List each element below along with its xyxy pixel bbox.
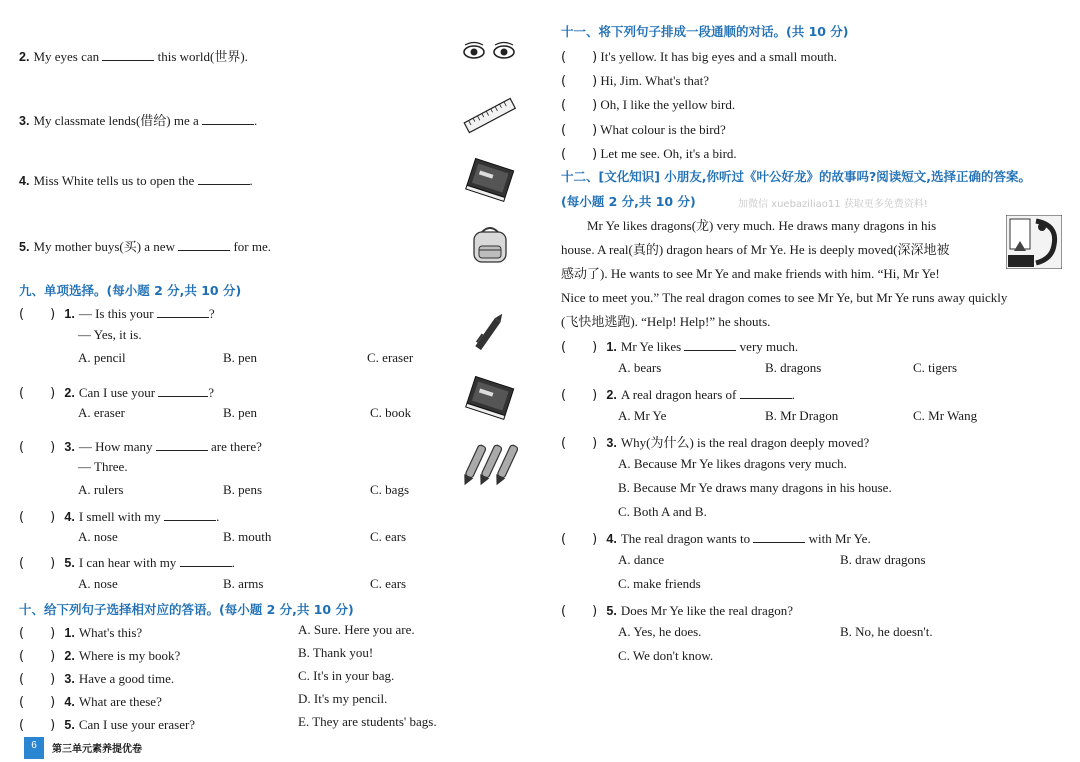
option-c[interactable]: C. make friends bbox=[618, 576, 701, 591]
fill-item-2: 2. My eyes can this world(世界). bbox=[19, 49, 248, 64]
option-b[interactable]: B. Mr Dragon bbox=[765, 408, 839, 423]
answer-option[interactable]: C. It's in your bag. bbox=[298, 668, 395, 683]
option-c[interactable]: C. We don't know. bbox=[618, 648, 714, 663]
option-c[interactable]: C. ears bbox=[370, 576, 407, 591]
option-c[interactable]: C. ears bbox=[370, 529, 407, 544]
option-b[interactable]: B. mouth bbox=[223, 529, 272, 544]
answer-blank[interactable] bbox=[740, 387, 792, 399]
sec10-item-1: ( ) 1. What's this? bbox=[19, 625, 143, 641]
sec12-q3: ( ) 3. Why(为什么) is the real dragon deeply moved? bbox=[561, 435, 870, 451]
footer-title: 第三单元素养提优卷 bbox=[52, 744, 142, 755]
sec9-q3: ( ) 3. — How many are there? bbox=[19, 439, 262, 455]
answer-blank[interactable] bbox=[180, 555, 232, 567]
option-a[interactable]: A. eraser bbox=[78, 405, 125, 420]
option-b[interactable]: B. pen bbox=[223, 350, 257, 365]
pens-icon bbox=[462, 440, 518, 490]
sec12-q2: ( ) 2. A real dragon hears of . bbox=[561, 387, 795, 403]
sec9-q4: ( ) 4. I smell with my . bbox=[19, 509, 220, 525]
sec10-item-5: ( ) 5. Can I use your eraser? bbox=[19, 717, 196, 733]
option-c[interactable]: C. eraser bbox=[367, 350, 414, 365]
option-b[interactable]: B. Because Mr Ye draws many dragons in his house. bbox=[618, 480, 892, 495]
fill-item-4: 4. Miss White tells us to open the . bbox=[19, 173, 253, 188]
answer-blank[interactable] bbox=[198, 173, 250, 185]
watermark: 加微信 xuebaziliao11 获取更多免费资料! bbox=[738, 199, 928, 210]
option-a[interactable]: A. nose bbox=[78, 576, 118, 591]
dialogue-line: ( ) What colour is the bird? bbox=[561, 122, 726, 138]
answer-blank[interactable] bbox=[156, 439, 208, 451]
option-b[interactable]: B. No, he doesn't. bbox=[840, 624, 933, 639]
option-c[interactable]: C. tigers bbox=[913, 360, 958, 375]
section-11-title: 十一、将下列句子排成一段通顺的对话。(共 10 分) bbox=[561, 24, 849, 39]
passage-line: house. A real(真的) dragon hears of Mr Ye. He is deeply moved(深深地被 bbox=[561, 242, 950, 257]
option-c[interactable]: C. Mr Wang bbox=[913, 408, 978, 423]
sec9-q1-reply: — Yes, it is. bbox=[78, 327, 142, 342]
section-10-title: 十、给下列句子选择相对应的答语。(每小题 2 分,共 10 分) bbox=[19, 602, 354, 617]
answer-option[interactable]: B. Thank you! bbox=[298, 645, 374, 660]
answer-option[interactable]: D. It's my pencil. bbox=[298, 691, 388, 706]
answer-option[interactable]: A. Sure. Here you are. bbox=[298, 622, 415, 637]
option-a[interactable]: A. Yes, he does. bbox=[618, 624, 702, 639]
answer-blank[interactable] bbox=[202, 113, 254, 125]
option-c[interactable]: C. Both A and B. bbox=[618, 504, 707, 519]
answer-blank[interactable] bbox=[157, 306, 209, 318]
sec12-q4: ( ) 4. The real dragon wants to with Mr Ye. bbox=[561, 531, 871, 547]
option-b[interactable]: B. draw dragons bbox=[840, 552, 926, 567]
dragon-story-illustration bbox=[1006, 215, 1062, 269]
passage-line: (飞快地逃跑). “Help! Help!” he shouts. bbox=[561, 314, 771, 329]
dialogue-line: ( ) Oh, I like the yellow bird. bbox=[561, 97, 736, 113]
fill-item-5: 5. My mother buys(买) a new for me. bbox=[19, 239, 272, 254]
option-b[interactable]: B. arms bbox=[223, 576, 264, 591]
option-a[interactable]: A. Mr Ye bbox=[618, 408, 667, 423]
book-icon bbox=[464, 374, 516, 420]
page-number: 6 bbox=[24, 737, 44, 759]
option-b[interactable]: B. dragons bbox=[765, 360, 822, 375]
sec9-q5: ( ) 5. I can hear with my . bbox=[19, 555, 235, 571]
book-icon bbox=[464, 156, 516, 202]
passage-line: 感动了). He wants to see Mr Ye and make friends with him. “Hi, Mr Ye! bbox=[561, 266, 940, 281]
sec12-q5: ( ) 5. Does Mr Ye like the real dragon? bbox=[561, 603, 794, 619]
option-a[interactable]: A. dance bbox=[618, 552, 665, 567]
dialogue-line: ( ) Hi, Jim. What's that? bbox=[561, 73, 710, 89]
ruler-icon bbox=[462, 96, 518, 136]
answer-blank[interactable] bbox=[753, 531, 805, 543]
option-a[interactable]: A. bears bbox=[618, 360, 662, 375]
answer-blank[interactable] bbox=[158, 385, 208, 397]
sec9-q3-reply: — Three. bbox=[78, 459, 128, 474]
option-b[interactable]: B. pen bbox=[223, 405, 257, 420]
pen-icon bbox=[468, 310, 512, 354]
sec9-q1: ( ) 1. — Is this your ? bbox=[19, 306, 215, 322]
eyes-icon bbox=[462, 40, 518, 64]
fill-item-3: 3. My classmate lends(借给) me a . bbox=[19, 113, 258, 128]
dialogue-line: ( ) Let me see. Oh, it's a bird. bbox=[561, 146, 737, 162]
option-c[interactable]: C. book bbox=[370, 405, 412, 420]
option-a[interactable]: A. rulers bbox=[78, 482, 124, 497]
sec10-item-4: ( ) 4. What are these? bbox=[19, 694, 162, 710]
sec10-item-3: ( ) 3. Have a good time. bbox=[19, 671, 175, 687]
sec12-q1: ( ) 1. Mr Ye likes very much. bbox=[561, 339, 799, 355]
answer-blank[interactable] bbox=[164, 509, 216, 521]
passage-line: Nice to meet you.” The real dragon comes to see Mr Ye, but Mr Ye runs away quickly bbox=[561, 290, 1008, 305]
schoolbag-icon bbox=[468, 222, 512, 266]
sec9-q2: ( ) 2. Can I use your ? bbox=[19, 385, 215, 401]
answer-option[interactable]: E. They are students' bags. bbox=[298, 714, 437, 729]
answer-blank[interactable] bbox=[178, 239, 230, 251]
option-a[interactable]: A. nose bbox=[78, 529, 118, 544]
option-a[interactable]: A. Because Mr Ye likes dragons very much. bbox=[618, 456, 847, 471]
option-b[interactable]: B. pens bbox=[223, 482, 262, 497]
option-c[interactable]: C. bags bbox=[370, 482, 409, 497]
section-9-title: 九、单项选择。(每小题 2 分,共 10 分) bbox=[19, 283, 242, 298]
sec10-item-2: ( ) 2. Where is my book? bbox=[19, 648, 181, 664]
reading-passage bbox=[561, 214, 1008, 334]
passage-line: Mr Ye likes dragons(龙) very much. He draws many dragons in his bbox=[587, 218, 937, 233]
answer-blank[interactable] bbox=[102, 49, 154, 61]
answer-blank[interactable] bbox=[684, 339, 736, 351]
section-12-title: 十二、[文化知识] 小朋友,你听过《叶公好龙》的故事吗?阅读短文,选择正确的答案。 bbox=[561, 169, 1032, 184]
section-12-subtitle: (每小题 2 分,共 10 分) bbox=[561, 194, 696, 209]
option-a[interactable]: A. pencil bbox=[78, 350, 126, 365]
dialogue-line: ( ) It's yellow. It has big eyes and a small mouth. bbox=[561, 49, 837, 65]
